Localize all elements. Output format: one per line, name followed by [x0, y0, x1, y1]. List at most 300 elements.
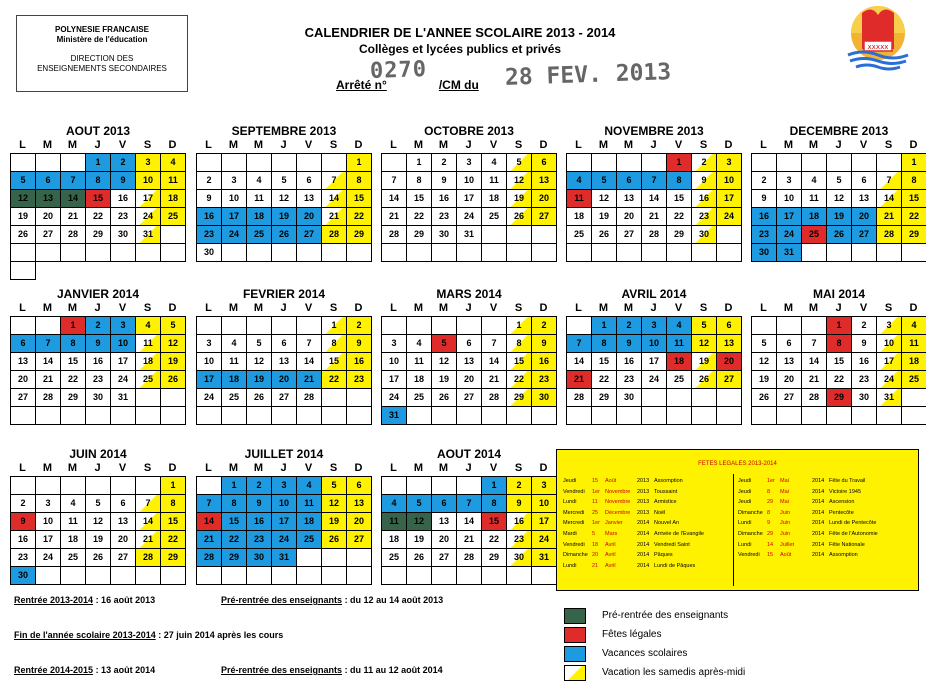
month-grid — [196, 476, 372, 585]
legend-label: Vacances scolaires — [602, 648, 688, 659]
empty-cell — [61, 154, 86, 172]
day-header: V — [118, 462, 127, 474]
day-header: J — [465, 302, 472, 314]
day-cell: 20 — [297, 208, 322, 226]
empty-cell — [717, 407, 742, 425]
legend-label: Pré-rentrée des enseignants — [602, 610, 729, 621]
day-header: J — [94, 462, 101, 474]
legend-label: Fêtes légales — [602, 629, 662, 640]
day-cell: 16 — [347, 353, 372, 371]
fete-date: 15 — [592, 478, 599, 484]
day-cell: 11 — [222, 353, 247, 371]
day-header: V — [304, 462, 313, 474]
empty-cell — [482, 567, 507, 585]
day-cell: 17 — [532, 513, 557, 531]
day-cell: 7 — [482, 335, 507, 353]
fete-name: Assomption — [654, 478, 683, 484]
day-cell: 19 — [827, 208, 852, 226]
empty-cell — [382, 317, 407, 335]
month-title: JUILLET 2014 — [244, 447, 324, 461]
empty-cell — [877, 244, 902, 262]
fete-year: 2014 — [812, 478, 825, 484]
day-cell: 11 — [136, 335, 161, 353]
day-cell: 2 — [852, 317, 877, 335]
day-header: D — [909, 139, 918, 151]
day-cell: 20 — [457, 371, 482, 389]
day-header: M — [623, 302, 634, 314]
month-title: MAI 2014 — [812, 287, 866, 301]
empty-cell — [567, 317, 592, 335]
day-cell: 13 — [532, 172, 557, 190]
day-cell: 27 — [532, 208, 557, 226]
day-cell: 30 — [507, 549, 532, 567]
fete-year: 2013 — [637, 488, 650, 495]
empty-cell — [507, 567, 532, 585]
arrete-label: Arrêté n° — [336, 78, 387, 92]
day-cell: 6 — [347, 477, 372, 495]
empty-cell — [457, 244, 482, 262]
day-cell: 16 — [617, 353, 642, 371]
fete-year: 2013 — [637, 509, 650, 516]
day-cell: 3 — [272, 477, 297, 495]
fete-day: Mercredi — [563, 520, 585, 527]
day-cell: 28 — [802, 389, 827, 407]
day-cell: 17 — [197, 371, 222, 389]
day-cell: 19 — [407, 531, 432, 549]
empty-cell — [322, 154, 347, 172]
day-cell: 15 — [61, 353, 86, 371]
day-cell: 4 — [667, 317, 692, 335]
day-cell: 22 — [667, 208, 692, 226]
day-cell: 28 — [197, 549, 222, 567]
empty-cell — [802, 244, 827, 262]
fete-year: 2014 — [812, 541, 825, 548]
day-cell: 24 — [382, 389, 407, 407]
day-cell: 14 — [36, 353, 61, 371]
empty-cell — [592, 407, 617, 425]
day-cell: 28 — [61, 226, 86, 244]
day-cell: 1 — [161, 477, 186, 495]
month-title: SEPTEMBRE 2013 — [231, 124, 337, 138]
month-fevrier-2014 — [196, 287, 372, 425]
day-cell: 4 — [567, 172, 592, 190]
day-cell: 24 — [197, 389, 222, 407]
month-grid — [751, 316, 926, 425]
day-cell: 18 — [567, 208, 592, 226]
day-headers — [196, 461, 372, 476]
empty-cell — [161, 389, 186, 407]
month-mars-2014 — [381, 287, 557, 425]
day-cell: 30 — [692, 226, 717, 244]
day-cell: 20 — [432, 531, 457, 549]
empty-cell — [852, 154, 877, 172]
day-cell: 29 — [592, 389, 617, 407]
fete-row — [563, 540, 734, 551]
day-cell: 13 — [36, 190, 61, 208]
day-header: L — [390, 302, 397, 314]
day-cell: 9 — [532, 335, 557, 353]
day-cell: 31 — [532, 549, 557, 567]
empty-cell — [802, 407, 827, 425]
empty-cell — [667, 389, 692, 407]
day-cell: 22 — [827, 371, 852, 389]
empty-cell — [111, 567, 136, 585]
day-cell: 6 — [432, 495, 457, 513]
empty-cell — [297, 154, 322, 172]
day-cell: 23 — [507, 531, 532, 549]
day-header: S — [329, 302, 338, 314]
day-cell: 9 — [111, 172, 136, 190]
day-header: M — [413, 462, 424, 474]
empty-cell — [852, 244, 877, 262]
day-headers — [566, 301, 742, 316]
org-line3: DIRECTION DES — [70, 54, 134, 63]
header-org-box — [16, 15, 188, 92]
day-cell: 29 — [86, 226, 111, 244]
empty-cell — [642, 244, 667, 262]
empty-cell — [11, 262, 36, 280]
day-cell: 13 — [777, 353, 802, 371]
day-cell: 2 — [617, 317, 642, 335]
day-header: M — [808, 139, 819, 151]
day-cell: 14 — [567, 353, 592, 371]
day-cell: 28 — [382, 226, 407, 244]
month-aout-2014 — [381, 447, 557, 585]
empty-cell — [322, 567, 347, 585]
day-cell: 21 — [136, 531, 161, 549]
day-cell: 18 — [222, 371, 247, 389]
day-cell: 27 — [717, 371, 742, 389]
day-cell: 14 — [457, 513, 482, 531]
day-cell: 20 — [532, 190, 557, 208]
day-cell: 23 — [852, 371, 877, 389]
day-cell: 8 — [222, 495, 247, 513]
day-cell: 12 — [692, 335, 717, 353]
day-header: D — [354, 139, 363, 151]
empty-cell — [272, 317, 297, 335]
day-cell: 20 — [717, 353, 742, 371]
day-header: L — [205, 139, 212, 151]
empty-cell — [247, 244, 272, 262]
day-cell: 8 — [86, 172, 111, 190]
fete-month: Avril — [605, 541, 616, 548]
empty-cell — [692, 389, 717, 407]
day-header: V — [304, 302, 313, 314]
day-cell: 1 — [322, 317, 347, 335]
fete-day: Jeudi — [738, 499, 752, 506]
empty-cell — [777, 317, 802, 335]
day-cell: 15 — [161, 513, 186, 531]
empty-cell — [297, 407, 322, 425]
day-cell: 9 — [347, 335, 372, 353]
day-header: S — [143, 462, 152, 474]
day-cell: 19 — [432, 371, 457, 389]
fete-month: Mai — [780, 488, 789, 495]
day-cell: 6 — [111, 495, 136, 513]
empty-cell — [482, 317, 507, 335]
empty-cell — [667, 407, 692, 425]
day-cell: 11 — [902, 335, 926, 353]
day-cell: 29 — [61, 389, 86, 407]
day-cell: 9 — [247, 495, 272, 513]
day-cell: 8 — [667, 172, 692, 190]
fete-date: 11 — [592, 499, 598, 506]
fete-day: Lundi — [563, 562, 577, 569]
day-cell: 9 — [692, 172, 717, 190]
day-cell: 25 — [297, 531, 322, 549]
empty-cell — [322, 549, 347, 567]
day-cell: 17 — [382, 371, 407, 389]
fete-row — [738, 518, 909, 529]
fete-year: 2014 — [812, 509, 825, 516]
month-title: OCTOBRE 2013 — [424, 124, 514, 138]
day-cell: 20 — [36, 208, 61, 226]
month-title: DECEMBRE 2013 — [789, 124, 889, 138]
empty-cell — [432, 567, 457, 585]
empty-cell — [61, 407, 86, 425]
day-cell: 13 — [272, 353, 297, 371]
day-cell: 18 — [407, 371, 432, 389]
fete-year: 2014 — [637, 562, 650, 569]
empty-cell — [382, 154, 407, 172]
day-cell: 22 — [507, 371, 532, 389]
day-header: M — [438, 462, 449, 474]
empty-cell — [482, 244, 507, 262]
day-cell: 5 — [86, 495, 111, 513]
month-novembre-2013 — [566, 124, 742, 262]
empty-cell — [752, 407, 777, 425]
day-cell: 3 — [197, 335, 222, 353]
day-cell: 16 — [111, 190, 136, 208]
day-cell: 25 — [247, 226, 272, 244]
empty-cell — [61, 244, 86, 262]
day-header: V — [304, 139, 313, 151]
day-cell: 7 — [802, 335, 827, 353]
day-header: L — [390, 462, 397, 474]
empty-cell — [642, 389, 667, 407]
day-cell: 15 — [507, 353, 532, 371]
day-cell: 17 — [36, 531, 61, 549]
day-header: M — [783, 139, 794, 151]
day-cell: 8 — [507, 335, 532, 353]
day-headers — [381, 461, 557, 476]
day-cell: 6 — [852, 172, 877, 190]
day-cell: 30 — [532, 389, 557, 407]
day-header: D — [909, 302, 918, 314]
day-cell: 1 — [222, 477, 247, 495]
day-cell: 8 — [61, 335, 86, 353]
fete-row — [738, 476, 909, 487]
empty-cell — [592, 154, 617, 172]
empty-cell — [617, 244, 642, 262]
day-cell: 17 — [642, 353, 667, 371]
empty-cell — [432, 407, 457, 425]
day-cell: 1 — [86, 154, 111, 172]
day-cell: 15 — [322, 353, 347, 371]
fete-month: Juin — [780, 520, 791, 527]
day-cell: 3 — [457, 154, 482, 172]
note-rentree-2014: Rentrée 2014-2015 : 13 août 2014 — [14, 665, 156, 675]
fete-day: Lundi — [563, 499, 577, 506]
fete-row — [738, 508, 909, 519]
day-cell: 13 — [717, 335, 742, 353]
day-cell: 20 — [272, 371, 297, 389]
day-cell: 5 — [322, 477, 347, 495]
empty-cell — [592, 244, 617, 262]
empty-cell — [11, 407, 36, 425]
day-cell: 1 — [407, 154, 432, 172]
day-cell: 6 — [36, 172, 61, 190]
day-cell: 8 — [407, 172, 432, 190]
day-cell: 2 — [197, 172, 222, 190]
empty-cell — [717, 226, 742, 244]
day-cell: 4 — [802, 172, 827, 190]
day-cell: 26 — [407, 549, 432, 567]
empty-cell — [161, 567, 186, 585]
day-header: M — [67, 302, 78, 314]
day-cell: 25 — [382, 549, 407, 567]
day-cell: 16 — [247, 513, 272, 531]
empty-cell — [717, 244, 742, 262]
day-cell: 1 — [592, 317, 617, 335]
day-cell: 10 — [111, 335, 136, 353]
day-cell: 19 — [592, 208, 617, 226]
day-cell: 14 — [382, 190, 407, 208]
day-cell: 18 — [247, 208, 272, 226]
day-cell: 8 — [322, 335, 347, 353]
day-header: V — [674, 139, 683, 151]
day-headers — [10, 138, 186, 153]
day-cell: 24 — [877, 371, 902, 389]
day-cell: 24 — [532, 531, 557, 549]
day-cell: 12 — [432, 353, 457, 371]
empty-cell — [272, 567, 297, 585]
legend-swatch — [564, 646, 586, 662]
month-aout-2013 — [10, 124, 186, 280]
day-header: M — [598, 139, 609, 151]
day-cell: 5 — [592, 172, 617, 190]
day-cell: 24 — [717, 208, 742, 226]
empty-cell — [197, 154, 222, 172]
day-cell: 23 — [11, 549, 36, 567]
day-cell: 6 — [272, 335, 297, 353]
day-cell: 14 — [482, 353, 507, 371]
fete-row — [563, 497, 734, 508]
day-cell: 29 — [827, 389, 852, 407]
fete-year: 2014 — [637, 541, 650, 548]
day-cell: 26 — [161, 371, 186, 389]
day-header: M — [438, 302, 449, 314]
day-cell: 5 — [432, 335, 457, 353]
day-cell: 10 — [136, 172, 161, 190]
day-cell: 29 — [667, 226, 692, 244]
empty-cell — [36, 154, 61, 172]
day-cell: 16 — [86, 353, 111, 371]
day-cell: 2 — [692, 154, 717, 172]
day-cell: 31 — [877, 389, 902, 407]
day-cell: 31 — [457, 226, 482, 244]
day-header: D — [724, 302, 733, 314]
month-grid — [751, 153, 926, 262]
arrete-cm: /CM du — [438, 78, 479, 92]
empty-cell — [222, 407, 247, 425]
day-cell: 28 — [457, 549, 482, 567]
fete-day: Dimanche — [738, 530, 763, 537]
day-cell: 7 — [877, 172, 902, 190]
page-title: CALENDRIER DE L'ANNEE SCOLAIRE 2013 - 2014 — [304, 25, 616, 40]
day-header: S — [514, 462, 523, 474]
day-cell: 27 — [111, 549, 136, 567]
day-cell: 31 — [382, 407, 407, 425]
day-cell: 28 — [36, 389, 61, 407]
day-cell: 7 — [642, 172, 667, 190]
empty-cell — [111, 244, 136, 262]
day-cell: 20 — [111, 531, 136, 549]
day-cell: 5 — [752, 335, 777, 353]
month-decembre-2013 — [751, 124, 926, 262]
day-cell: 9 — [852, 335, 877, 353]
day-cell: 2 — [86, 317, 111, 335]
day-cell: 26 — [86, 549, 111, 567]
month-title: AOUT 2013 — [65, 124, 131, 138]
empty-cell — [827, 244, 852, 262]
day-cell: 4 — [902, 317, 926, 335]
day-cell: 13 — [432, 513, 457, 531]
empty-cell — [136, 389, 161, 407]
day-cell: 31 — [111, 389, 136, 407]
fetes-title: FETES LEGALES 2013-2014 — [698, 461, 777, 467]
fete-day: Vendredi — [563, 541, 585, 548]
day-cell: 24 — [457, 208, 482, 226]
day-header: L — [19, 462, 26, 474]
day-header: M — [253, 462, 264, 474]
day-cell: 10 — [222, 190, 247, 208]
empty-cell — [297, 317, 322, 335]
day-cell: 21 — [567, 371, 592, 389]
month-janvier-2014 — [10, 287, 186, 425]
day-header: L — [205, 302, 212, 314]
empty-cell — [111, 407, 136, 425]
day-cell: 13 — [457, 353, 482, 371]
day-cell: 20 — [617, 208, 642, 226]
day-cell: 6 — [297, 172, 322, 190]
day-cell: 25 — [136, 371, 161, 389]
day-cell: 6 — [717, 317, 742, 335]
day-cell: 5 — [507, 154, 532, 172]
day-cell: 9 — [197, 190, 222, 208]
day-cell: 19 — [322, 513, 347, 531]
day-cell: 25 — [61, 549, 86, 567]
day-cell: 22 — [482, 531, 507, 549]
empty-cell — [197, 317, 222, 335]
polynesia-coat-of-arms-icon — [838, 3, 918, 75]
day-cell: 23 — [247, 531, 272, 549]
day-cell: 4 — [407, 335, 432, 353]
legend-item — [564, 645, 864, 662]
day-cell: 10 — [382, 353, 407, 371]
empty-cell — [11, 317, 36, 335]
day-header: M — [67, 462, 78, 474]
day-cell: 14 — [197, 513, 222, 531]
day-header: J — [280, 302, 287, 314]
day-cell: 23 — [752, 226, 777, 244]
empty-cell — [617, 407, 642, 425]
empty-cell — [36, 407, 61, 425]
empty-cell — [61, 567, 86, 585]
fete-row — [738, 540, 909, 551]
day-headers — [10, 461, 186, 476]
empty-cell — [457, 407, 482, 425]
